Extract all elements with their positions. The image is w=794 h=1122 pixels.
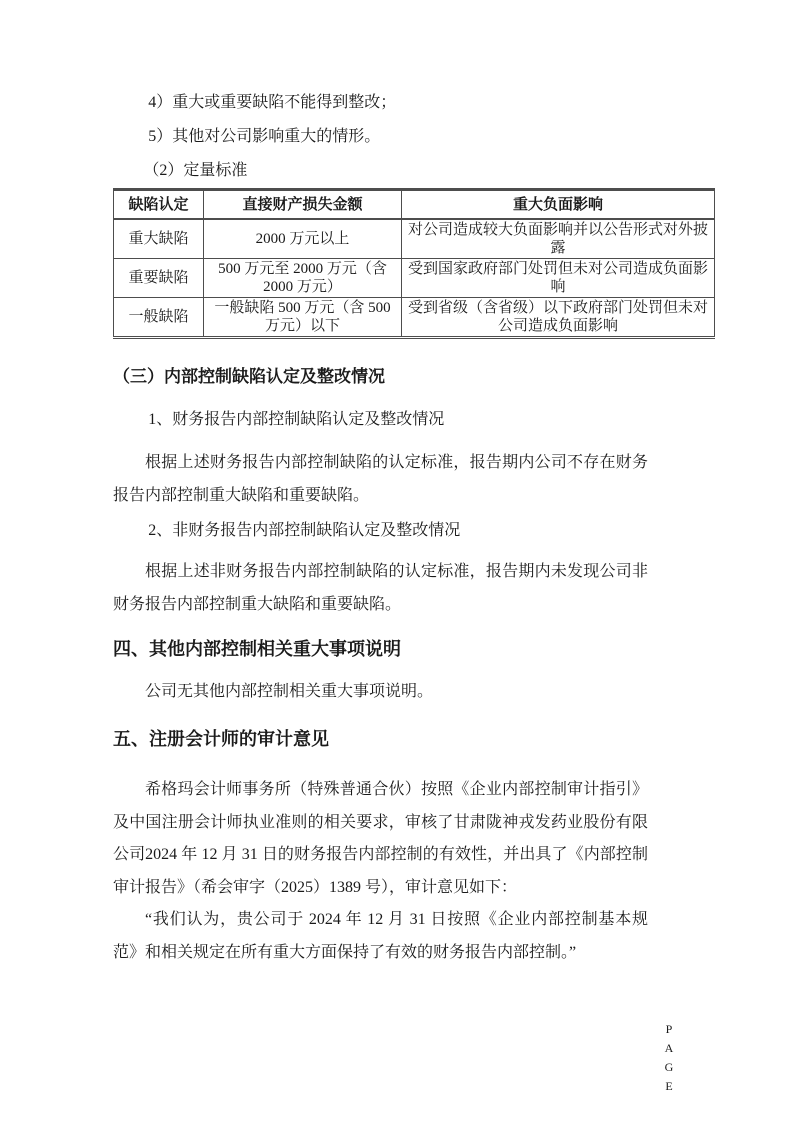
page-content: [113, 86, 714, 970]
table-row: [114, 259, 715, 298]
section-three-heading: （三）内部控制缺陷认定及整改情况: [113, 367, 385, 386]
list-item-4: 4）重大或重要缺陷不能得到整改；: [148, 94, 397, 111]
cell-defect-type: 重要缺陷: [114, 259, 204, 298]
cell-negative-impact: 对公司造成较大负面影响并以公告形式对外披露: [402, 219, 715, 259]
table-header-row: [114, 190, 715, 220]
header-negative-impact: 重大负面影响: [402, 190, 715, 220]
cell-defect-type: 一般缺陷: [114, 298, 204, 338]
header-direct-loss: 直接财产损失金额: [204, 190, 402, 220]
table-row: [114, 298, 715, 338]
section-three-sub1: 1、财务报告内部控制缺陷认定及整改情况: [148, 411, 445, 428]
list-item-quantitative-standard: （2）定量标准: [143, 162, 248, 179]
section-five-para1: 希格玛会计师事务所（特殊普通合伙）按照《企业内部控制审计指引》及中国注册会计师执业准则的相关要求，审核了甘肃陇神戎发药业股份有限公司2024 年 12 月 31 日的财务报告内部控制的有效性，并出具了《内部控制审计报告》（希会审字（2025）1389 号），审计意见如下：: [113, 781, 648, 896]
section-four-heading: 四、其他内部控制相关重大事项说明: [113, 639, 401, 659]
list-item-5: 5）其他对公司影响重大的情形。: [148, 128, 381, 145]
defect-criteria-table: [113, 188, 715, 339]
section-five-heading: 五、注册会计师的审计意见: [113, 729, 329, 749]
section-three-para1: 根据上述财务报告内部控制缺陷的认定标准，报告期内公司不存在财务报告内部控制重大缺陷和重要缺陷。: [113, 454, 648, 504]
table-row: [114, 219, 715, 259]
section-three-sub2: 2、非财务报告内部控制缺陷认定及整改情况: [148, 522, 461, 539]
cell-negative-impact: 受到国家政府部门处罚但未对公司造成负面影响: [402, 259, 715, 298]
cell-direct-loss: 2000 万元以上: [204, 219, 402, 259]
section-three-para2: 根据上述非财务报告内部控制缺陷的认定标准，报告期内未发现公司非财务报告内部控制重大缺陷和重要缺陷。: [113, 563, 648, 613]
section-five-para2: “我们认为，贵公司于 2024 年 12 月 31 日按照《企业内部控制基本规范》和相关规定在所有重大方面保持了有效的财务报告内部控制。”: [113, 911, 648, 961]
cell-direct-loss: 一般缺陷 500 万元（含 500 万元）以下: [204, 298, 402, 338]
section-four-para: 公司无其他内部控制相关重大事项说明。: [145, 683, 434, 700]
cell-direct-loss: 500 万元至 2000 万元（含 2000 万元）: [204, 259, 402, 298]
page-number-field: PAGE: [662, 1022, 676, 1098]
header-defect-type: 缺陷认定: [114, 190, 204, 220]
cell-negative-impact: 受到省级（含省级）以下政府部门处罚但未对公司造成负面影响: [402, 298, 715, 338]
cell-defect-type: 重大缺陷: [114, 219, 204, 259]
